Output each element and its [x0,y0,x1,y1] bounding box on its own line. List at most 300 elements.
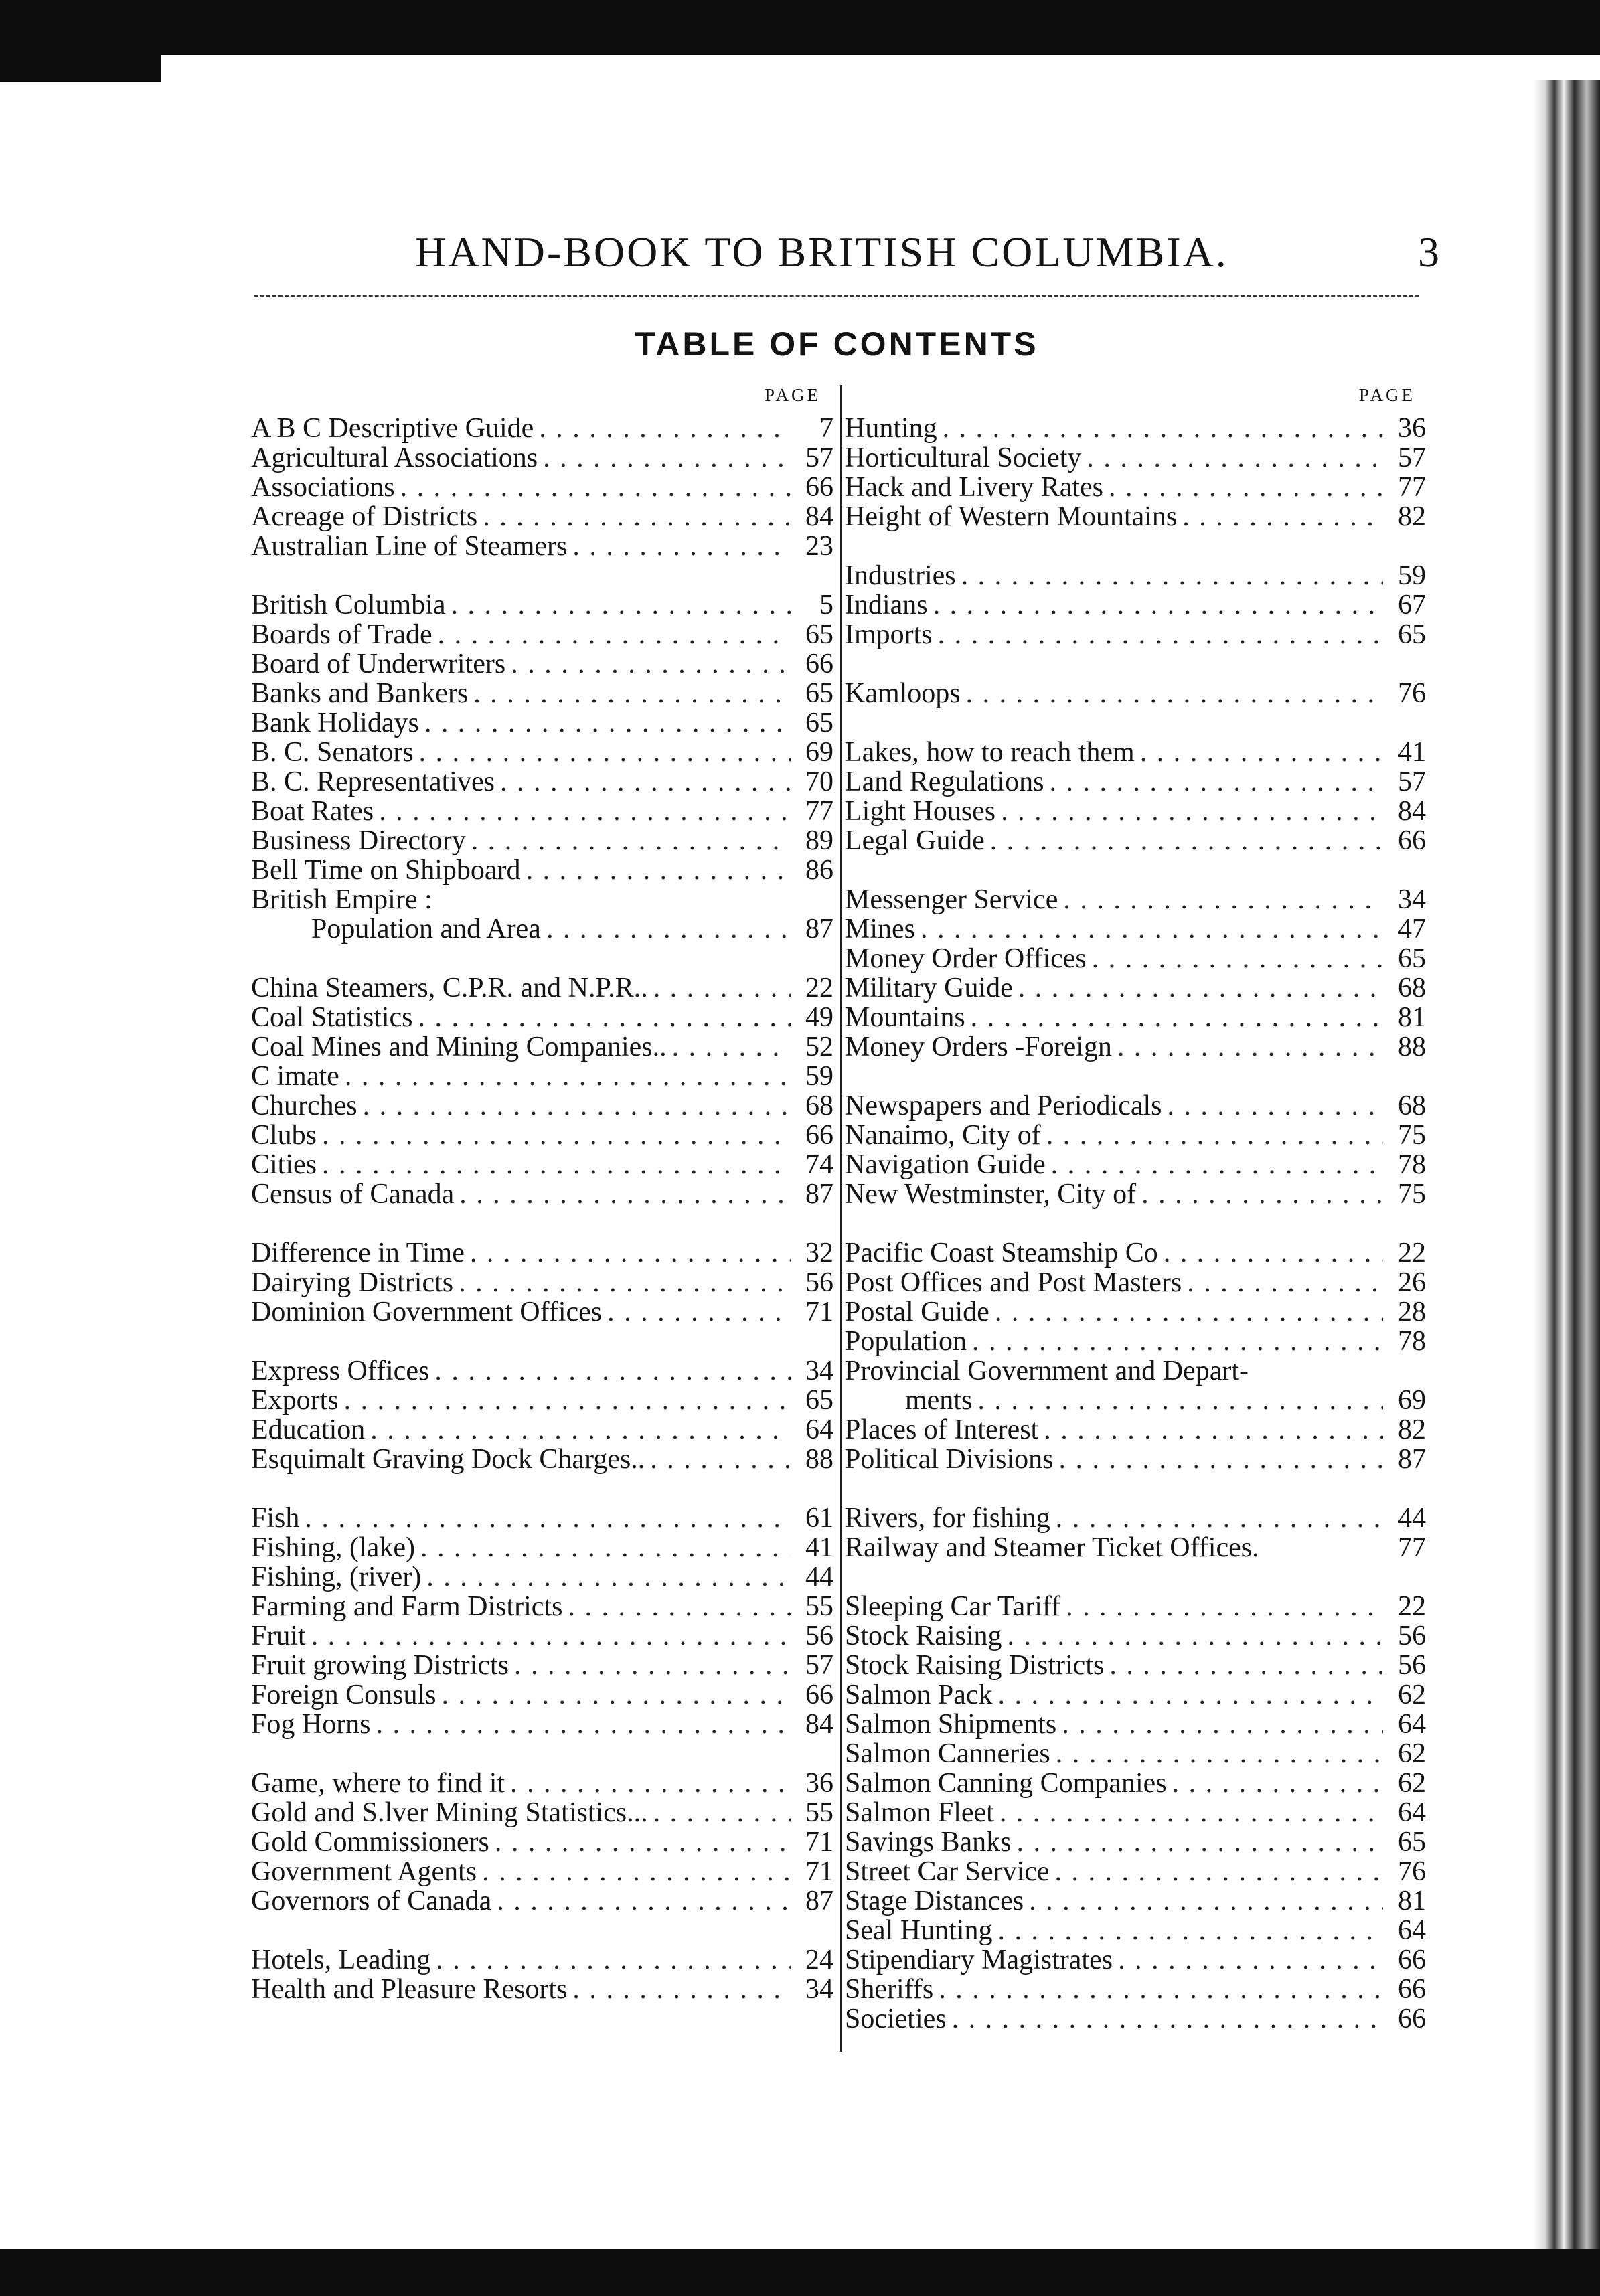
toc-entry-title: Industries [845,560,956,591]
entry-gap [251,561,833,590]
toc-entry [251,1179,833,1209]
toc-entry [251,1533,833,1562]
dot-leader [997,1916,1383,1945]
toc-entry-page: 65 [1398,1827,1426,1858]
toc-entry [251,1592,833,1621]
toc-entry-title: Sleeping Car Tariff [845,1591,1061,1622]
toc-entry-title: Political Divisions [845,1444,1054,1475]
dot-leader [511,649,791,679]
dot-leader [497,1886,791,1916]
toc-entry-title: Legal Guide [845,825,985,856]
toc-entry-page: 68 [805,1090,833,1121]
toc-entry-page: 34 [805,1974,833,2005]
entry-gap [845,855,1426,885]
toc-entry-title: Health and Pleasure Resorts [251,1974,568,2005]
dot-leader [990,826,1383,855]
toc-entry-page: 69 [805,737,833,768]
toc-entry-page: 22 [805,973,833,1003]
toc-entry [845,1916,1426,1945]
toc-entry-title: Lakes, how to reach them [845,737,1135,768]
toc-entry-page: 66 [1398,825,1426,856]
toc-entry [251,1886,833,1916]
dot-leader [653,1798,791,1827]
toc-entry-title: British Empire : [251,884,432,915]
toc-left-column [251,414,833,2060]
toc-entry-title: Messenger Service [845,884,1058,915]
toc-entry-page: 22 [1398,1591,1426,1622]
toc-entry-page: 36 [805,1768,833,1799]
dot-leader [653,973,791,1003]
entry-gap [845,1209,1426,1238]
dot-leader [650,1445,791,1474]
toc-entry [845,1769,1426,1798]
toc-entry [251,1091,833,1121]
toc-entry-page: 81 [1398,1886,1426,1916]
toc-entry-page: 76 [1398,678,1426,709]
toc-entry [251,1356,833,1386]
dot-leader [539,414,791,443]
toc-entry-title: Stipendiary Magistrates [845,1945,1113,1975]
page-column-label-left: PAGE [765,385,821,405]
entry-gap [845,708,1426,738]
toc-right-column [845,414,1426,2060]
toc-entry-title: Indians [845,590,928,621]
toc-entry-title: Agricultural Associations [251,442,538,473]
toc-entry-title: Bell Time on Shipboard [251,855,521,886]
toc-entry [251,1503,833,1533]
toc-entry [845,914,1426,944]
toc-entry [251,1562,833,1592]
dot-leader [1172,1769,1383,1798]
dot-leader [1164,1238,1383,1268]
toc-entry-page: 55 [805,1797,833,1828]
toc-entry [251,826,833,855]
toc-entry-title: Societies [845,2003,947,2034]
toc-entry-title: ments [905,1385,973,1416]
dot-leader [500,767,791,797]
toc-entry [845,1651,1426,1680]
dot-leader [1049,767,1383,797]
dot-leader [482,1857,791,1886]
dot-leader [543,443,791,473]
toc-entry-page: 66 [805,472,833,503]
toc-entry-page: 66 [1398,2003,1426,2034]
dot-leader [1092,944,1383,973]
dot-leader [572,1975,791,2004]
toc-entry [251,590,833,620]
page-column-label-right: PAGE [1359,385,1416,405]
toc-entry-page: 24 [805,1945,833,1975]
dot-leader [510,1769,791,1798]
toc-entry-title: Fishing, (river) [251,1562,422,1592]
toc-entry-title: Newspapers and Periodicals [845,1090,1162,1121]
toc-entry-page: 57 [805,1650,833,1681]
dot-leader [1029,1886,1383,1916]
toc-entry [251,855,833,885]
toc-entry-title: Stock Raising [845,1621,1002,1651]
toc-entry [251,414,833,443]
toc-heading: TABLE OF CONTENTS [635,325,1039,363]
toc-entry-title: Gold Commissioners [251,1827,489,1858]
toc-entry-title: Australian Line of Steamers [251,531,568,562]
toc-entry-page: 84 [805,501,833,532]
toc-entry-page: 57 [1398,766,1426,797]
toc-entry-title: Fishing, (lake) [251,1532,415,1563]
toc-entry [845,561,1426,590]
dot-leader [1062,1710,1383,1739]
toc-entry [845,620,1426,649]
toc-entry-title: Education [251,1414,366,1445]
toc-entry-title: New Westminster, City of [845,1179,1137,1210]
dot-leader [977,1386,1383,1415]
dot-leader [471,826,791,855]
entry-gap [251,944,833,973]
toc-entry-title: British Columbia [251,590,446,621]
toc-entry [845,1975,1426,2004]
toc-entry-page: 64 [1398,1915,1426,1946]
dot-leader [344,1386,791,1415]
toc-entry-page: 84 [805,1709,833,1740]
toc-entry [251,797,833,826]
dot-leader [1087,443,1383,473]
toc-entry [251,1415,833,1445]
toc-entry [845,1621,1426,1651]
dot-leader [938,620,1383,649]
toc-entry-title: Business Directory [251,825,466,856]
toc-entry [251,443,833,473]
toc-entry-page: 87 [805,914,833,945]
dot-leader [1063,885,1383,914]
toc-entry-page: 89 [805,825,833,856]
toc-entry-title: Acreage of Districts [251,501,478,532]
toc-entry-page: 47 [1398,914,1426,945]
dot-leader [434,1356,791,1386]
toc-entry-page: 66 [1398,1945,1426,1975]
toc-entry-page: 75 [1398,1179,1426,1210]
toc-entry [251,1651,833,1680]
toc-entry-title: Provincial Government and Depart- [845,1356,1249,1386]
toc-entry-title: Salmon Fleet [845,1797,994,1828]
dot-leader [420,1533,791,1562]
dot-leader [943,414,1383,443]
toc-entry [845,1032,1426,1062]
entry-gap [845,531,1426,561]
dot-leader [1008,1621,1383,1651]
toc-entry [251,885,833,914]
dot-leader [473,679,791,708]
toc-entry-title: Dominion Government Offices [251,1297,603,1327]
toc-entry [845,590,1426,620]
toc-entry-page: 77 [805,796,833,827]
toc-entry-page: 49 [805,1002,833,1033]
toc-entry [251,914,833,944]
dot-leader [1182,502,1383,531]
dot-leader [1118,1945,1383,1975]
toc-entry-title: Bank Holidays [251,708,419,738]
toc-entry [845,473,1426,502]
dot-leader [939,1975,1383,2004]
toc-entry-page: 82 [1398,1414,1426,1445]
dot-leader [966,679,1383,708]
toc-entry-page: 87 [805,1179,833,1210]
dot-leader [322,1150,791,1179]
toc-entry-title: Farming and Farm Districts [251,1591,563,1622]
toc-entry [845,767,1426,797]
dot-leader [400,473,791,502]
toc-entry-page: 82 [1398,501,1426,532]
toc-entry [845,1592,1426,1621]
toc-entry-page: 34 [1398,884,1426,915]
toc-entry [251,1121,833,1150]
toc-entry-title: Clubs [251,1120,317,1151]
toc-entry-page: 65 [1398,943,1426,974]
toc-entry-page: 66 [805,649,833,679]
toc-entry-title: Places of Interest [845,1414,1039,1445]
toc-entry [251,1945,833,1975]
toc-entry-title: Hunting [845,413,937,444]
dot-leader [379,797,791,826]
dot-leader [1001,797,1383,826]
toc-entry-title: Coal Mines and Mining Companies.. [251,1032,667,1062]
toc-entry-title: Hotels, Leading [251,1945,431,1975]
toc-entry-title: A B C Descriptive Guide [251,413,534,444]
dot-leader [1168,1091,1383,1121]
toc-entry [251,1003,833,1032]
toc-entry-page: 87 [1398,1444,1426,1475]
toc-entry [845,679,1426,708]
toc-entry [845,2004,1426,2034]
toc-entry [251,1062,833,1091]
entry-gap [251,1739,833,1769]
toc-entry-page: 77 [1398,1532,1426,1563]
toc-entry [251,1857,833,1886]
toc-entry-title: Population [845,1326,967,1357]
column-divider [840,385,842,2052]
toc-entry-page: 77 [1398,472,1426,503]
dot-leader [459,1179,791,1209]
dot-leader [1046,1121,1383,1150]
toc-entry [845,1680,1426,1710]
dot-leader [1051,1150,1383,1179]
toc-entry-page: 52 [805,1032,833,1062]
dot-leader [305,1503,791,1533]
dot-leader [572,531,791,561]
toc-entry [251,1445,833,1474]
toc-entry-title: Associations [251,472,395,503]
toc-entry [251,973,833,1003]
toc-entry [251,1238,833,1268]
toc-entry-page: 56 [805,1267,833,1298]
toc-entry-page: 36 [1398,413,1426,444]
toc-entry-page: 62 [1398,1679,1426,1710]
entry-gap [845,1562,1426,1592]
toc-entry-title: Military Guide [845,973,1013,1003]
toc-entry [251,620,833,649]
toc-entry [845,1798,1426,1827]
toc-entry-title: Navigation Guide [845,1149,1046,1180]
toc-entry-title: Cities [251,1149,317,1180]
dot-leader [483,502,791,531]
toc-entry-page: 62 [1398,1738,1426,1769]
dot-leader [999,1798,1383,1827]
page-header [415,228,1439,288]
entry-gap [845,1474,1426,1503]
entry-gap [251,1916,833,1945]
toc-entry-page: 34 [805,1356,833,1386]
toc-entry-page: 88 [805,1444,833,1475]
entry-gap [251,1209,833,1238]
dot-leader [1187,1268,1383,1297]
toc-entry-title: Fruit [251,1621,306,1651]
toc-entry-title: Boards of Trade [251,619,432,650]
dot-leader [1044,1415,1383,1445]
dot-leader [921,914,1383,944]
toc-entry [845,1386,1426,1415]
toc-entry [251,679,833,708]
toc-entry-page: 56 [1398,1621,1426,1651]
toc-entry [845,944,1426,973]
toc-entry-title: Kamloops [845,678,961,709]
dot-leader [1056,1503,1383,1533]
dot-leader [971,1003,1383,1032]
dot-leader [436,1945,791,1975]
toc-entry-title: Exports [251,1385,339,1416]
toc-entry-title: Money Order Offices [845,943,1087,974]
toc-entry [845,826,1426,855]
dot-leader [1109,473,1383,502]
dot-leader [370,1415,791,1445]
toc-entry-title: B. C. Representatives [251,766,495,797]
toc-entry [845,1150,1426,1179]
toc-entry-title: Fog Horns [251,1709,371,1740]
toc-entry [845,1121,1426,1150]
toc-entry-page: 81 [1398,1002,1426,1033]
toc-entry [845,885,1426,914]
dot-leader [607,1297,791,1327]
dot-leader [933,590,1383,620]
toc-entry-title: Light Houses [845,796,996,827]
toc-entry [251,649,833,679]
toc-entry-page: 62 [1398,1768,1426,1799]
dot-leader [345,1062,791,1091]
toc-entry-page: 5 [819,590,833,621]
dot-leader [995,1297,1383,1327]
toc-entry [251,1975,833,2004]
toc-entry [845,1945,1426,1975]
toc-entry-page: 57 [1398,442,1426,473]
toc-entry-title: Fish [251,1503,300,1534]
toc-entry-page: 22 [1398,1238,1426,1268]
dot-leader [470,1238,791,1268]
toc-entry-title: Fruit growing Districts [251,1650,509,1681]
toc-entry-page: 71 [805,1856,833,1887]
toc-entry-page: 64 [805,1414,833,1445]
toc-entry [845,1445,1426,1474]
dot-leader [451,590,791,620]
dot-leader [1055,1857,1383,1886]
toc-entry [845,502,1426,531]
toc-entry [251,1827,833,1857]
toc-entry-page: 71 [805,1297,833,1327]
toc-entry-page: 71 [805,1827,833,1858]
toc-entry-title: Savings Banks [845,1827,1012,1858]
toc-entry-title: Imports [845,619,933,650]
dot-leader [1140,738,1383,767]
toc-entry-title: Governors of Canada [251,1886,492,1916]
entry-gap [845,1062,1426,1091]
toc-entry-page: 41 [1398,737,1426,768]
toc-entry-title: B. C. Senators [251,737,414,768]
toc-entry [251,1710,833,1739]
toc-entry-title: Express Offices [251,1356,430,1386]
toc-entry-title: Railway and Steamer Ticket Offices. [845,1532,1259,1563]
toc-entry-title: Salmon Shipments [845,1709,1057,1740]
dot-leader [495,1827,791,1857]
dot-leader [311,1621,791,1651]
toc-entry-page: 26 [1398,1267,1426,1298]
toc-entry-page: 59 [1398,560,1426,591]
toc-entry [251,502,833,531]
toc-entry-page: 68 [1398,1090,1426,1121]
toc-entry-page: 23 [805,531,833,562]
toc-entry-page: 61 [805,1503,833,1534]
toc-entry [845,1179,1426,1209]
toc-entry [845,1268,1426,1297]
scan-border-top [0,0,1600,55]
dot-leader [418,1003,791,1032]
toc-entry [251,1621,833,1651]
toc-entry-title: Game, where to find it [251,1768,505,1799]
entry-gap [251,1327,833,1356]
scan-border-top-lip [0,55,161,82]
toc-entry-title: Boat Rates [251,796,374,827]
toc-entry-title: Horticultural Society [845,442,1082,473]
toc-entry-title: Rivers, for fishing [845,1503,1050,1534]
toc-entry [251,708,833,738]
toc-entry-title: Street Car Service [845,1856,1050,1887]
toc-entry-page: 84 [1398,796,1426,827]
toc-entry [845,1739,1426,1769]
toc-entry-title: Salmon Canneries [845,1738,1050,1769]
toc-entry [251,1268,833,1297]
toc-entry-title: Difference in Time [251,1238,465,1268]
toc-entry [251,1798,833,1827]
toc-entry-title: Salmon Canning Companies [845,1768,1167,1799]
toc-entry-title: Gold and S.lver Mining Statistics... [251,1797,648,1828]
page-number: 3 [1418,228,1439,276]
dot-leader [1018,973,1383,1003]
toc-entry-page: 66 [1398,1974,1426,2005]
toc-entry-page: 56 [1398,1650,1426,1681]
dot-leader [442,1680,791,1710]
toc-entry-title: Banks and Bankers [251,678,469,709]
toc-entry [251,767,833,797]
toc-entry-page: 7 [819,413,833,444]
dot-leader [426,1562,791,1592]
toc-entry-page: 44 [805,1562,833,1592]
toc-entry-title: Stage Distances [845,1886,1024,1916]
toc-entry-title: Mines [845,914,915,945]
toc-entry-page: 28 [1398,1297,1426,1327]
toc-entry-page: 41 [805,1532,833,1563]
toc-entry [845,1003,1426,1032]
header-rule [254,295,1419,297]
toc-entry-page: 88 [1398,1032,1426,1062]
dot-leader [1059,1445,1383,1474]
toc-entry [845,797,1426,826]
toc-entry [845,973,1426,1003]
toc-entry [845,1886,1426,1916]
